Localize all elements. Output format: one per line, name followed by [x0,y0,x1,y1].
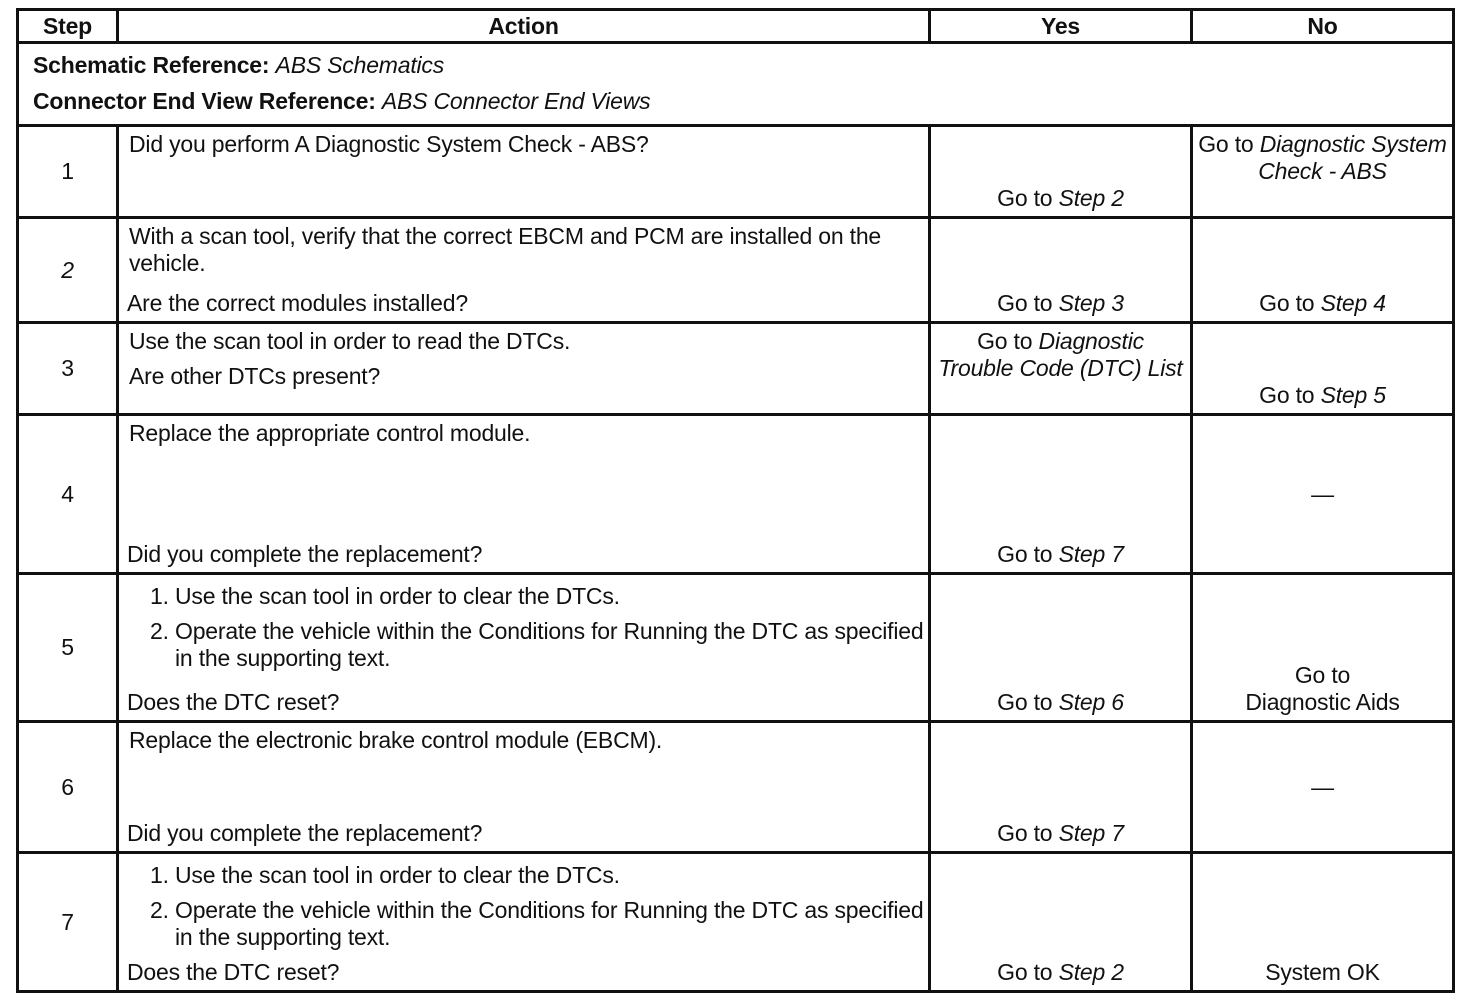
schematic-reference-link[interactable]: ABS Schematics [275,52,445,78]
step-number: 6 [18,722,118,853]
header-yes: Yes [930,10,1192,43]
connector-reference-label: Connector End View Reference: [33,88,376,114]
no-cell: System OK [1192,853,1454,992]
no-link[interactable]: Step 5 [1320,382,1386,408]
action-list [119,854,928,951]
action-text: Replace the appropriate control module. [129,420,531,446]
header-action: Action [118,10,930,43]
yes-link[interactable]: Step 2 [1058,185,1124,211]
table-row [18,722,1454,853]
step-number: 7 [18,853,118,992]
action-text: Did you perform A Diagnostic System Check - ABS? [129,131,649,157]
yes-cell: Go to Step 7 [930,722,1192,853]
step-number: 1 [18,126,118,218]
step-number: 2 [18,218,118,323]
question-text: Does the DTC reset? [127,689,340,715]
list-item: 1. Use the scan tool in order to clear the DTCs. [175,583,928,610]
action-text: With a scan tool, verify that the correct EBCM and PCM are installed on the vehicle. [129,223,882,276]
yes-cell: Go to Step 6 [930,574,1192,722]
yes-link[interactable]: Step 7 [1058,820,1124,846]
step-number: 4 [18,415,118,574]
schematic-reference-label: Schematic Reference: [33,52,270,78]
reference-cell [18,43,1454,126]
header-step: Step [18,10,118,43]
yes-link[interactable]: Step 7 [1058,541,1124,567]
list-item: 2. Operate the vehicle within the Conditions for Running the DTC as specified in the supporting text. [175,618,928,672]
header-row [18,10,1454,43]
table-row [18,218,1454,323]
connector-reference-link[interactable]: ABS Connector End Views [381,88,651,114]
action-text: Use the scan tool in order to read the DTCs. [129,328,571,354]
yes-link[interactable]: Diagnostic Trouble Code (DTC) List [938,328,1183,381]
action-cell [118,722,930,853]
header-no: No [1192,10,1454,43]
no-link[interactable]: Diagnostic Aids [1245,689,1400,715]
question-text: Did you complete the replacement? [127,820,483,846]
yes-link[interactable]: Step 3 [1058,290,1124,316]
action-cell [118,574,930,722]
yes-cell: Go to Step 2 [930,853,1192,992]
question-text: Did you complete the replacement? [127,541,483,567]
no-cell: Go to Step 4 [1192,218,1454,323]
table-row [18,853,1454,992]
schematic-reference [33,48,1438,84]
yes-cell: Go to Diagnostic Trouble Code (DTC) List [930,323,1192,415]
question-text: Does the DTC reset? [127,959,340,985]
action-cell [118,323,930,415]
no-cell: Go to Diagnostic Aids [1192,574,1454,722]
action-cell [118,853,930,992]
yes-cell: Go to Step 7 [930,415,1192,574]
table-row [18,126,1454,218]
diagnostic-table [16,8,1455,993]
yes-cell: Go to Step 2 [930,126,1192,218]
action-cell [118,218,930,323]
list-item: 2. Operate the vehicle within the Conditions for Running the DTC as specified in the supporting text. [175,897,928,951]
reference-row [18,43,1454,126]
yes-link[interactable]: Step 6 [1058,689,1124,715]
list-item: 1. Use the scan tool in order to clear the DTCs. [175,862,928,889]
yes-link[interactable]: Step 2 [1058,959,1124,985]
table-row [18,415,1454,574]
no-cell: Go to Step 5 [1192,323,1454,415]
action-list [119,575,928,672]
connector-reference [33,84,1438,120]
action-text: Replace the electronic brake control module (EBCM). [129,727,663,753]
step-number: 5 [18,574,118,722]
no-link[interactable]: Diagnostic System Check - ABS [1258,131,1447,184]
table-row [18,574,1454,722]
action-cell [118,126,930,218]
yes-cell: Go to Step 3 [930,218,1192,323]
no-cell: — [1192,722,1454,853]
step-number: 3 [18,323,118,415]
action-cell [118,415,930,574]
no-cell: — [1192,415,1454,574]
question-text: Are the correct modules installed? [127,290,468,316]
question-text: Are other DTCs present? [129,363,381,389]
no-link[interactable]: Step 4 [1320,290,1386,316]
no-cell: Go to Diagnostic System Check - ABS [1192,126,1454,218]
table-row [18,323,1454,415]
